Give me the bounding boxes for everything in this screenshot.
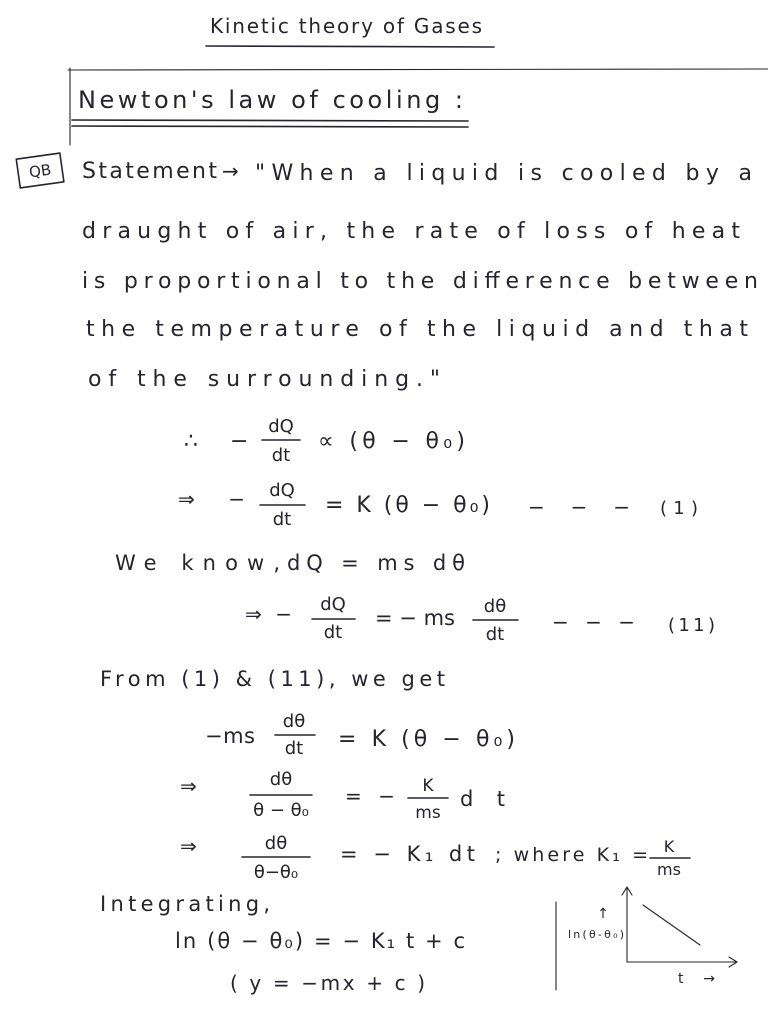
eq2-rhs: = K (θ − θ₀) xyxy=(325,493,490,518)
eq1-rhs: ∝ (θ − θ₀) xyxy=(318,429,465,454)
eq1-numerator: dQ xyxy=(268,416,294,437)
eq8-where: ; where K₁ = xyxy=(495,844,648,866)
eq7-numerator-1: dθ xyxy=(269,769,293,790)
eq1-denominator: dt xyxy=(271,445,291,466)
eq7-middle: = − xyxy=(345,784,395,808)
eq8-implies: ⇒ xyxy=(180,834,197,858)
statement-line-5: of the surrounding." xyxy=(88,367,440,392)
eq7-denominator-1: θ − θ₀ xyxy=(253,800,309,821)
eq8-denominator-1: θ−θ₀ xyxy=(253,862,299,883)
eq7-implies: ⇒ xyxy=(180,774,197,798)
eq6-numerator: dθ xyxy=(282,711,306,732)
eq4-numerator-2: dθ xyxy=(483,596,507,617)
eq4-middle: = − ms xyxy=(375,606,455,630)
statement-line-2: draught of air, the rate of loss of heat xyxy=(82,219,740,244)
eq1-therefore: ∴ xyxy=(184,429,198,454)
eq4-dashes: − − − xyxy=(552,610,635,634)
eq6-prefix: −ms xyxy=(205,724,255,748)
heading-underline-2 xyxy=(72,126,468,127)
eq10-text: ln (θ − θ₀) = − K₁ t + c xyxy=(175,929,465,953)
heading-underline-1 xyxy=(72,120,468,121)
eq2-dashes: − − − xyxy=(528,495,630,519)
eq2-denominator: dt xyxy=(272,509,292,530)
eq9-text: Integrating, xyxy=(100,892,270,916)
section-heading: Newton's law of cooling : xyxy=(78,86,463,114)
page-title: Kinetic theory of Gases xyxy=(210,14,482,38)
graph-y-label: ln(θ-θ₀) xyxy=(568,928,624,941)
eq7-tail: dt xyxy=(460,787,505,811)
eq4-denominator-2: dt xyxy=(485,624,505,645)
graph-x-label: t → xyxy=(678,971,715,987)
statement-line-4: the temperature of the liquid and that xyxy=(86,317,748,342)
statement-line-1: "When a liquid is cooled by a xyxy=(255,161,752,186)
statement-label: Statement xyxy=(82,159,217,184)
eq6-denominator: dt xyxy=(284,738,304,759)
statement-arrow: → xyxy=(222,159,239,183)
eq7-numerator-2: K xyxy=(422,776,434,796)
eq8-numerator-1: dθ xyxy=(264,833,288,854)
eq2-numerator: dQ xyxy=(269,480,295,501)
eq4-tag: (11) xyxy=(668,615,715,636)
eq8-middle: = − K₁ dt xyxy=(340,842,475,866)
graph-y-arrow-icon: ↑ xyxy=(597,906,609,922)
eq8-denominator-2: ms xyxy=(657,860,681,879)
eq4-numerator-1: dQ xyxy=(320,594,346,615)
eq1-minus: − xyxy=(230,429,249,454)
eq7-denominator-2: ms xyxy=(415,803,441,823)
eq3-expression: dQ = ms dθ xyxy=(287,551,465,575)
eq4-denominator-1: dt xyxy=(323,622,343,643)
eq5-text: From (1) & (11), we get xyxy=(100,667,445,691)
eq11-text: ( y = −mx + c ) xyxy=(230,971,425,995)
question-tag-label: QB xyxy=(27,160,53,182)
eq8-numerator-2: K xyxy=(663,837,675,856)
eq6-rhs: = K (θ − θ₀) xyxy=(338,727,515,752)
eq4-prefix: ⇒ − xyxy=(245,602,292,626)
title-underline xyxy=(206,46,494,47)
eq2-tag: (1) xyxy=(660,498,698,519)
eq2-prefix: ⇒ − xyxy=(178,487,245,511)
statement-line-3: is proportional to the difference between xyxy=(82,269,759,294)
eq3-lead: We know, xyxy=(115,551,280,575)
